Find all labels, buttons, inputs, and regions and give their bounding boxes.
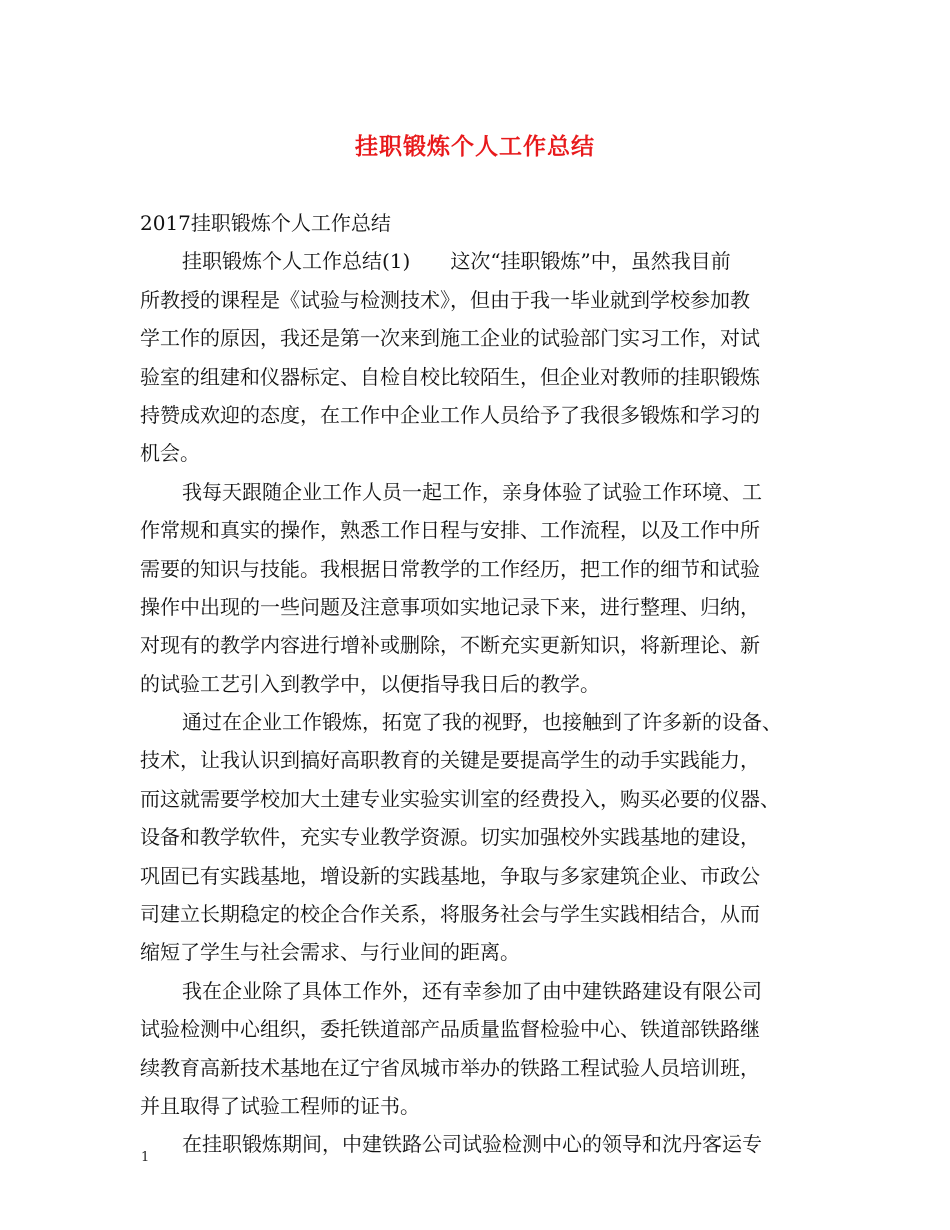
text-line: 验室的组建和仪器标定、自检自校比较陌生，但企业对教师的挂职锻炼 — [140, 364, 760, 389]
page-number: 1 — [141, 1150, 150, 1165]
text-line: 所教授的课程是《试验与检测技术》，但由于我一毕业就到学校参加教 — [140, 287, 750, 312]
text-line: 缩短了学生与社会需求、与行业间的距离。 — [140, 940, 520, 965]
text-line: 需要的知识与技能。我根据日常教学的工作经历，把工作的细节和试验 — [140, 556, 760, 581]
text-line: 操作中出现的一些问题及注意事项如实地记录下来，进行整理、归纳， — [140, 594, 760, 619]
text-line: 并且取得了试验工程师的证书。 — [140, 1093, 420, 1118]
text-line: 我每天跟随企业工作人员一起工作，亲身体验了试验工作环境、工 — [182, 479, 762, 504]
text-line: 司建立长期稳定的校企合作关系，将服务社会与学生实践相结合，从而 — [140, 902, 760, 927]
text-line: 我在企业除了具体工作外，还有幸参加了由中建铁路建设有限公司 — [182, 978, 762, 1003]
text-line: 作常规和真实的操作，熟悉工作日程与安排、工作流程，以及工作中所 — [140, 518, 760, 543]
text-line: 续教育高新技术基地在辽宁省凤城市举办的铁路工程试验人员培训班， — [140, 1055, 760, 1080]
text-line: 巩固已有实践基地，增设新的实践基地，争取与多家建筑企业、市政公 — [140, 863, 760, 888]
text-line: 技术，让我认识到搞好高职教育的关键是要提高学生的动手实践能力， — [140, 748, 760, 773]
text-line: 在挂职锻炼期间，中建铁路公司试验检测中心的领导和沈丹客运专 — [182, 1132, 762, 1157]
text-line: 的试验工艺引入到教学中，以便指导我日后的教学。 — [140, 671, 600, 696]
text-line: 学工作的原因，我还是第一次来到施工企业的试验部门实习工作，对试 — [140, 326, 760, 351]
text-line: 持赞成欢迎的态度，在工作中企业工作人员给予了我很多锻炼和学习的 — [140, 402, 760, 427]
text-line: 挂职锻炼个人工作总结(1) 这次“挂职锻炼”中，虽然我目前 — [182, 249, 731, 274]
document-body — [140, 204, 830, 1164]
text-line: 机会。 — [140, 441, 200, 466]
text-line: 设备和教学软件，充实专业教学资源。切实加强校外实践基地的建设， — [140, 825, 760, 850]
text-line: 通过在企业工作锻炼，拓宽了我的视野，也接触到了许多新的设备、 — [182, 710, 782, 735]
document-title: 挂职锻炼个人工作总结 — [355, 133, 595, 160]
text-line: 而这就需要学校加大土建专业实验实训室的经费投入，购买必要的仪器、 — [140, 786, 780, 811]
text-line: 对现有的教学内容进行增补或删除，不断充实更新知识，将新理论、新 — [140, 633, 760, 658]
text-line: 2017挂职锻炼个人工作总结 — [140, 211, 391, 235]
text-line: 试验检测中心组织，委托铁道部产品质量监督检验中心、铁道部铁路继 — [140, 1017, 760, 1042]
